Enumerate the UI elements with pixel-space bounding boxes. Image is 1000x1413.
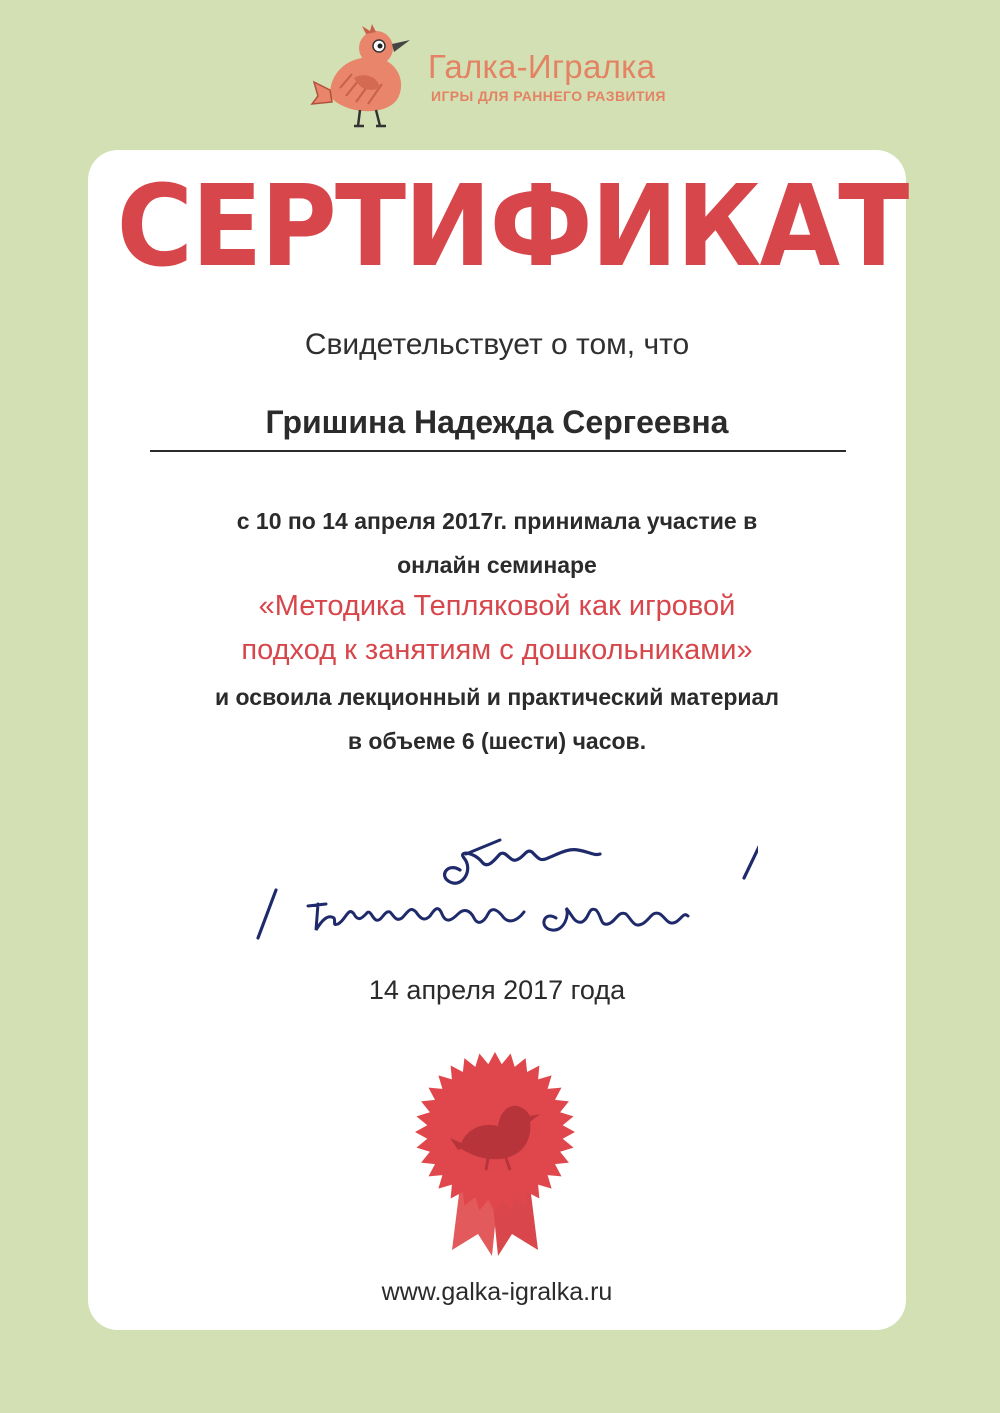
logo-tagline: ИГРЫ ДЛЯ РАННЕГО РАЗВИТИЯ [431,88,666,104]
seminar-title-line-2: подход к занятиям с дошкольниками» [241,634,753,666]
header [300,22,720,132]
logo-name: Галка-Игралка [428,48,656,85]
body-text-line-2: онлайн семинаре [397,552,597,578]
handwritten-signature [238,818,758,948]
website-link[interactable]: www.galka-igralka.ru [381,1278,613,1306]
body-text-line-4: в объеме 6 (шести) часов. [347,728,647,754]
bird-logo-icon [310,22,420,130]
recipient-name: Гришина Надежда Сергеевна [265,404,729,440]
seminar-title-line-1: «Методика Тепляковой как игровой [258,590,736,622]
witness-text: Свидетельствует о том, что [304,328,690,361]
seal-bird-icon [400,1050,590,1260]
certificate-card [88,150,906,1330]
body-text-line-1: с 10 по 14 апреля 2017г. принимала участие в [236,508,758,534]
body-text-line-3: и освоила лекционный и практический материал [215,684,779,710]
issue-date: 14 апреля 2017 года [368,975,626,1005]
name-underline [150,450,846,452]
certificate-title: СЕРТИФИКАТ [116,162,908,292]
